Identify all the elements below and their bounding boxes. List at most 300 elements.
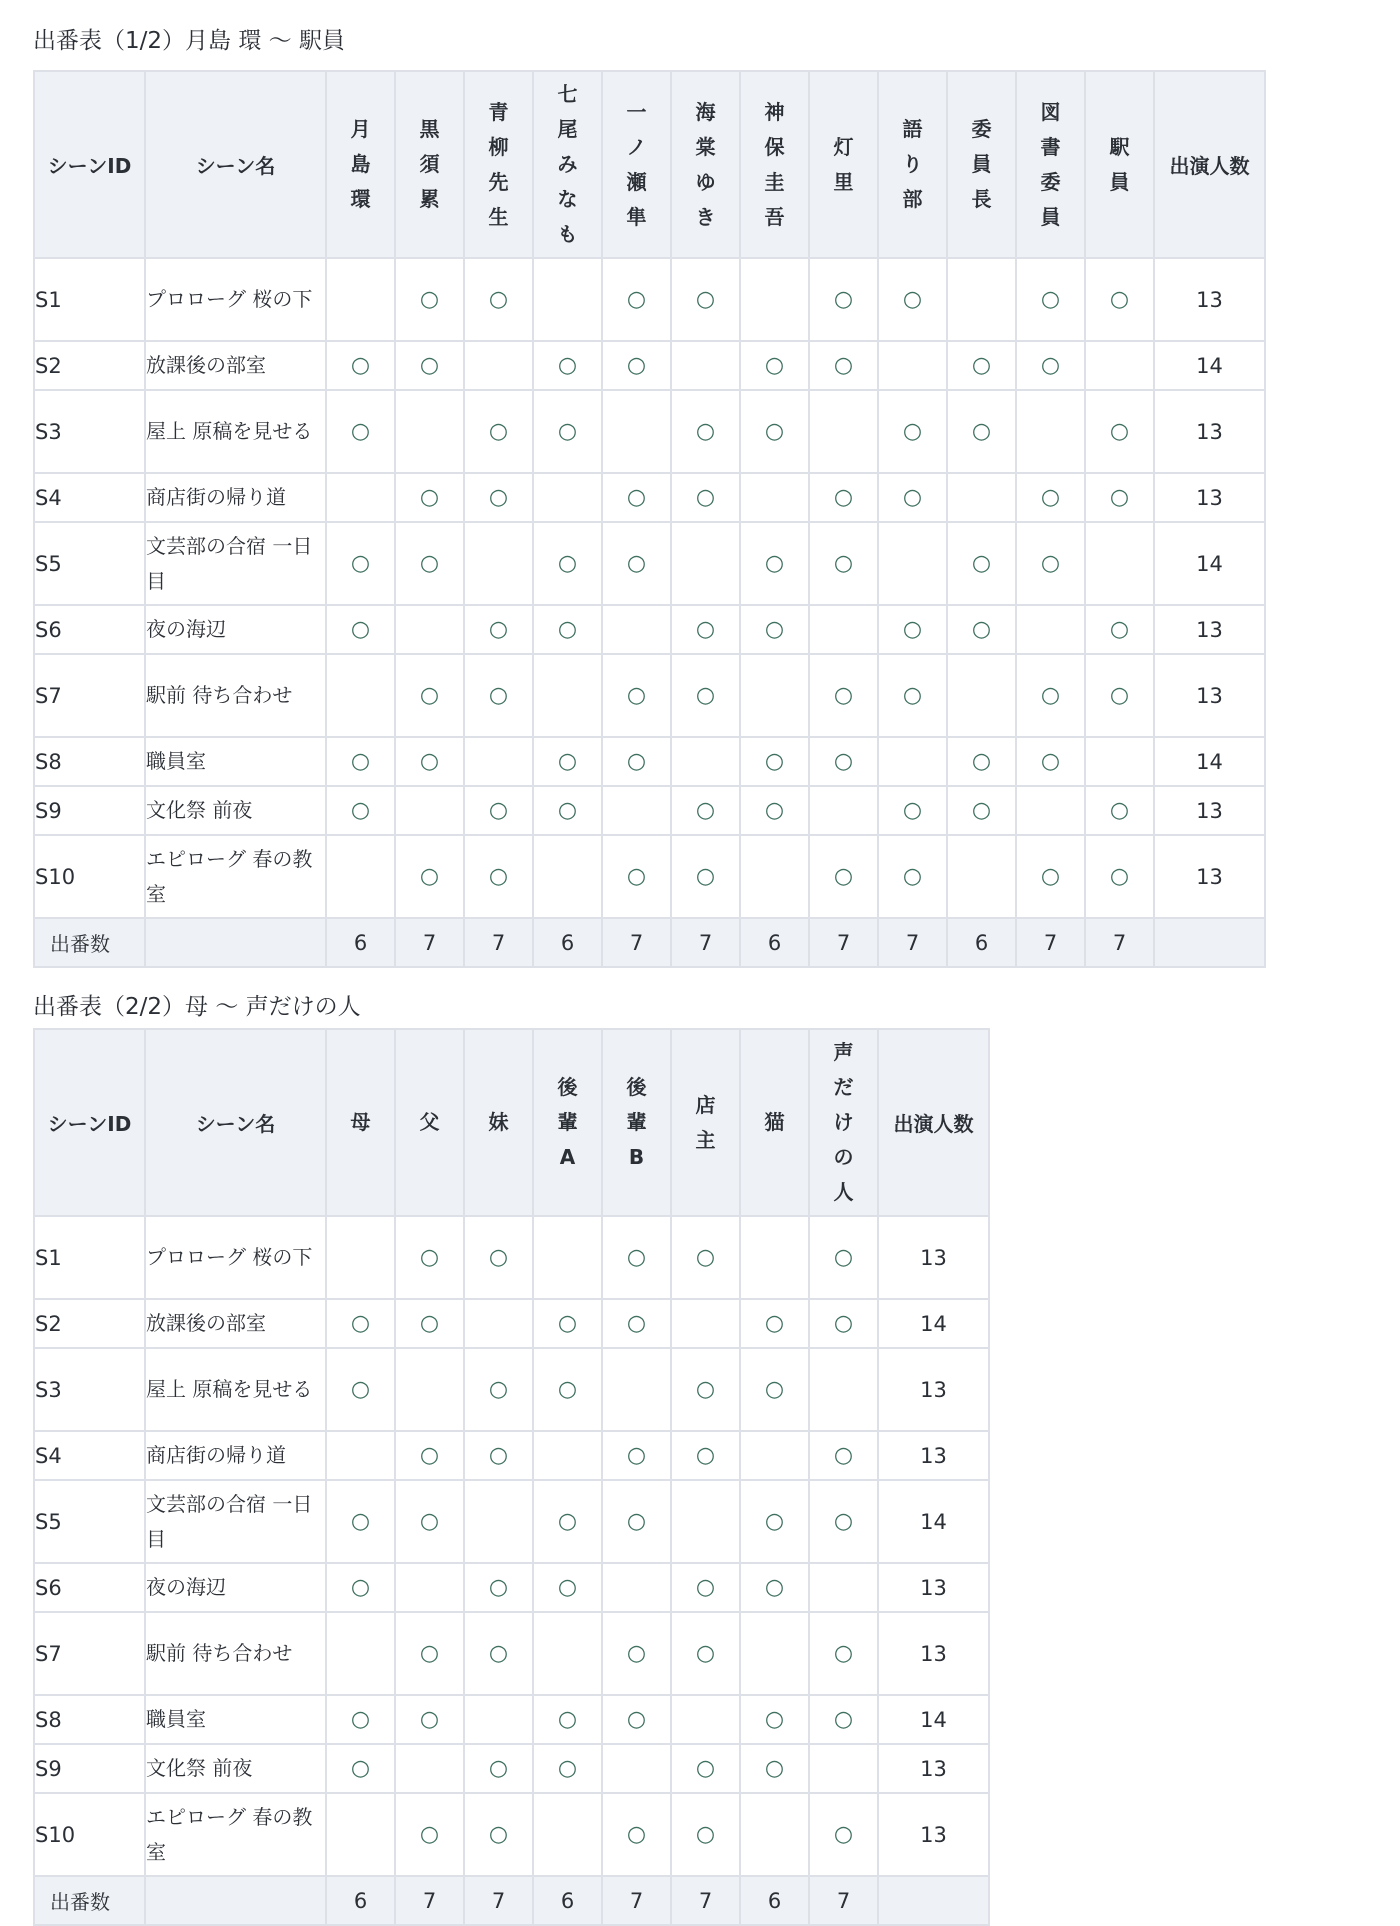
appearance-mark-cell: ○ xyxy=(740,605,809,654)
table-row xyxy=(34,341,1265,390)
appearance-mark-cell: ○ xyxy=(395,522,464,605)
appearance-mark-cell: ○ xyxy=(671,390,740,473)
appearance-mark-cell xyxy=(395,605,464,654)
appearance-total: 7 xyxy=(464,1876,533,1925)
appearance-mark-cell: ○ xyxy=(740,341,809,390)
appearance-mark-cell xyxy=(533,1793,602,1876)
appearance-mark-cell: ○ xyxy=(671,654,740,737)
appearance-mark-cell: ○ xyxy=(602,1431,671,1480)
appearance-mark-cell xyxy=(671,1695,740,1744)
appearance-mark-cell: ○ xyxy=(533,522,602,605)
appearance-mark-cell xyxy=(809,1348,878,1431)
scene-name-cell: 夜の海辺 xyxy=(145,605,326,654)
appearance-mark-cell: ○ xyxy=(533,1348,602,1431)
appearance-mark-cell xyxy=(1016,605,1085,654)
header-cast: 後輩B xyxy=(602,1029,671,1216)
appearance-mark-cell: ○ xyxy=(602,1612,671,1695)
appearance-mark-cell: ○ xyxy=(1085,390,1154,473)
appearance-mark-cell: ○ xyxy=(602,1480,671,1563)
cast-count-cell: 13 xyxy=(878,1563,989,1612)
table-body xyxy=(34,258,1265,918)
appearance-mark-cell: ○ xyxy=(395,1299,464,1348)
table-row xyxy=(34,522,1265,605)
scene-name-cell: 夜の海辺 xyxy=(145,1563,326,1612)
appearance-mark-cell xyxy=(326,258,395,341)
appearance-mark-cell: ○ xyxy=(464,1431,533,1480)
appearance-mark-cell: ○ xyxy=(533,1563,602,1612)
appearance-mark-cell: ○ xyxy=(326,786,395,835)
appearance-mark-cell xyxy=(326,473,395,522)
appearance-mark-cell: ○ xyxy=(671,1612,740,1695)
appearance-total: 7 xyxy=(671,1876,740,1925)
header-cast: 図書委員 xyxy=(1016,71,1085,258)
appearance-mark-cell: ○ xyxy=(809,835,878,918)
appearance-mark-cell: ○ xyxy=(395,1612,464,1695)
appearance-mark-cell xyxy=(1085,341,1154,390)
appearance-mark-cell: ○ xyxy=(671,473,740,522)
appearance-mark-cell xyxy=(740,1216,809,1299)
appearance-mark-cell: ○ xyxy=(602,737,671,786)
appearance-total: 6 xyxy=(740,918,809,967)
appearance-mark-cell xyxy=(809,605,878,654)
cast-count-cell: 13 xyxy=(878,1431,989,1480)
appearance-mark-cell: ○ xyxy=(878,473,947,522)
appearance-mark-cell: ○ xyxy=(947,737,1016,786)
header-cast: 七尾みなも xyxy=(533,71,602,258)
appearance-total: 6 xyxy=(947,918,1016,967)
scene-id-cell: S2 xyxy=(34,341,145,390)
appearance-mark-cell xyxy=(947,654,1016,737)
appearance-mark-cell xyxy=(1085,737,1154,786)
appearance-mark-cell: ○ xyxy=(395,654,464,737)
appearance-mark-cell: ○ xyxy=(464,835,533,918)
appearance-mark-cell: ○ xyxy=(809,1612,878,1695)
scene-name-cell: 放課後の部室 xyxy=(145,341,326,390)
appearance-mark-cell: ○ xyxy=(1016,341,1085,390)
table-row xyxy=(34,473,1265,522)
footer-label: 出番数 xyxy=(34,918,145,967)
footer-blank xyxy=(878,1876,989,1925)
appearance-mark-cell: ○ xyxy=(878,390,947,473)
appearance-total: 6 xyxy=(533,1876,602,1925)
appearance-mark-cell: ○ xyxy=(326,1348,395,1431)
appearance-mark-cell: ○ xyxy=(602,1299,671,1348)
appearance-mark-cell: ○ xyxy=(602,654,671,737)
cast-count-cell: 14 xyxy=(878,1480,989,1563)
cast-count-cell: 13 xyxy=(1154,835,1265,918)
appearance-mark-cell: ○ xyxy=(947,605,1016,654)
scene-name-cell: プロローグ 桜の下 xyxy=(145,1216,326,1299)
table-row xyxy=(34,1793,989,1876)
appearance-mark-cell xyxy=(395,1563,464,1612)
appearance-mark-cell: ○ xyxy=(602,1793,671,1876)
appearance-mark-cell: ○ xyxy=(947,522,1016,605)
appearance-mark-cell: ○ xyxy=(326,737,395,786)
cast-count-cell: 13 xyxy=(878,1793,989,1876)
appearance-mark-cell: ○ xyxy=(533,1480,602,1563)
header-row xyxy=(34,1029,989,1216)
appearance-mark-cell: ○ xyxy=(602,258,671,341)
appearance-mark-cell xyxy=(326,1216,395,1299)
scene-name-cell: 商店街の帰り道 xyxy=(145,1431,326,1480)
appearance-mark-cell: ○ xyxy=(671,786,740,835)
appearance-mark-cell: ○ xyxy=(947,390,1016,473)
appearance-mark-cell xyxy=(395,1744,464,1793)
footer-blank xyxy=(145,918,326,967)
appearance-mark-cell: ○ xyxy=(326,605,395,654)
appearance-mark-cell xyxy=(1085,522,1154,605)
appearance-mark-cell: ○ xyxy=(464,1612,533,1695)
appearance-mark-cell: ○ xyxy=(671,605,740,654)
scene-id-cell: S6 xyxy=(34,1563,145,1612)
appearance-total: 7 xyxy=(395,1876,464,1925)
appearance-total: 6 xyxy=(326,918,395,967)
appearance-mark-cell: ○ xyxy=(809,737,878,786)
appearance-mark-cell xyxy=(395,786,464,835)
appearance-mark-cell: ○ xyxy=(671,1348,740,1431)
scene-id-cell: S4 xyxy=(34,1431,145,1480)
appearance-total: 7 xyxy=(602,918,671,967)
appearance-mark-cell: ○ xyxy=(1085,605,1154,654)
table-row xyxy=(34,258,1265,341)
header-cast: 猫 xyxy=(740,1029,809,1216)
appearance-mark-cell: ○ xyxy=(671,1793,740,1876)
appearance-mark-cell: ○ xyxy=(671,258,740,341)
appearance-mark-cell: ○ xyxy=(809,258,878,341)
appearance-total: 6 xyxy=(533,918,602,967)
appearance-mark-cell: ○ xyxy=(395,341,464,390)
appearance-mark-cell: ○ xyxy=(464,1348,533,1431)
table-row xyxy=(34,786,1265,835)
appearance-mark-cell: ○ xyxy=(395,1793,464,1876)
appearance-mark-cell: ○ xyxy=(740,1563,809,1612)
appearance-mark-cell xyxy=(602,1744,671,1793)
header-cast: 母 xyxy=(326,1029,395,1216)
appearance-total: 6 xyxy=(740,1876,809,1925)
table-row xyxy=(34,835,1265,918)
appearance-mark-cell xyxy=(671,341,740,390)
appearance-mark-cell xyxy=(740,835,809,918)
footer-row xyxy=(34,1876,989,1925)
appearance-mark-cell: ○ xyxy=(740,786,809,835)
appearance-mark-cell: ○ xyxy=(395,1480,464,1563)
appearance-mark-cell: ○ xyxy=(602,1216,671,1299)
scene-name-cell: 文化祭 前夜 xyxy=(145,786,326,835)
appearance-mark-cell xyxy=(326,1793,395,1876)
appearance-mark-cell: ○ xyxy=(740,1299,809,1348)
scene-id-cell: S6 xyxy=(34,605,145,654)
header-cast: 後輩A xyxy=(533,1029,602,1216)
appearance-mark-cell xyxy=(464,1480,533,1563)
appearance-mark-cell: ○ xyxy=(809,1480,878,1563)
table-row xyxy=(34,1480,989,1563)
appearance-mark-cell: ○ xyxy=(1085,473,1154,522)
scene-id-cell: S1 xyxy=(34,1216,145,1299)
appearance-mark-cell: ○ xyxy=(326,1744,395,1793)
scene-name-cell: 文芸部の合宿 一日目 xyxy=(145,522,326,605)
scene-name-cell: 駅前 待ち合わせ xyxy=(145,1612,326,1695)
scene-id-cell: S3 xyxy=(34,1348,145,1431)
appearance-mark-cell: ○ xyxy=(740,390,809,473)
header-cast: 駅員 xyxy=(1085,71,1154,258)
appearance-mark-cell: ○ xyxy=(671,1216,740,1299)
table-row xyxy=(34,1612,989,1695)
appearance-mark-cell: ○ xyxy=(671,1563,740,1612)
appearance-mark-cell: ○ xyxy=(809,1216,878,1299)
appearance-total: 7 xyxy=(464,918,533,967)
appearance-mark-cell: ○ xyxy=(809,473,878,522)
appearance-mark-cell: ○ xyxy=(878,258,947,341)
cast-schedule-table-1 xyxy=(33,70,1266,968)
scene-id-cell: S7 xyxy=(34,1612,145,1695)
appearance-total: 6 xyxy=(326,1876,395,1925)
scene-name-cell: 職員室 xyxy=(145,737,326,786)
scene-name-cell: エピローグ 春の教室 xyxy=(145,835,326,918)
table-row xyxy=(34,605,1265,654)
appearance-mark-cell xyxy=(395,390,464,473)
header-cast: 黒須累 xyxy=(395,71,464,258)
appearance-mark-cell: ○ xyxy=(809,1299,878,1348)
table-row xyxy=(34,1695,989,1744)
header-scene-id: シーンID xyxy=(34,1029,145,1216)
appearance-mark-cell: ○ xyxy=(1016,258,1085,341)
appearance-mark-cell xyxy=(326,654,395,737)
scene-name-cell: 職員室 xyxy=(145,1695,326,1744)
appearance-mark-cell: ○ xyxy=(533,1744,602,1793)
appearance-mark-cell xyxy=(464,737,533,786)
appearance-mark-cell: ○ xyxy=(602,1695,671,1744)
appearance-mark-cell: ○ xyxy=(947,786,1016,835)
scene-id-cell: S9 xyxy=(34,786,145,835)
appearance-mark-cell: ○ xyxy=(878,786,947,835)
appearance-mark-cell xyxy=(878,522,947,605)
scene-id-cell: S8 xyxy=(34,737,145,786)
appearance-mark-cell: ○ xyxy=(533,341,602,390)
appearance-mark-cell xyxy=(464,341,533,390)
table-row xyxy=(34,654,1265,737)
appearance-mark-cell: ○ xyxy=(464,1216,533,1299)
header-cast: 妹 xyxy=(464,1029,533,1216)
appearance-mark-cell: ○ xyxy=(395,258,464,341)
appearance-mark-cell: ○ xyxy=(1085,258,1154,341)
appearance-mark-cell: ○ xyxy=(464,1563,533,1612)
appearance-mark-cell: ○ xyxy=(1016,473,1085,522)
header-cast: 海棠ゆき xyxy=(671,71,740,258)
scene-id-cell: S5 xyxy=(34,1480,145,1563)
header-scene-name: シーン名 xyxy=(145,1029,326,1216)
table-row xyxy=(34,390,1265,473)
appearance-mark-cell: ○ xyxy=(464,786,533,835)
appearance-mark-cell xyxy=(533,1216,602,1299)
appearance-mark-cell: ○ xyxy=(671,1431,740,1480)
appearance-mark-cell: ○ xyxy=(878,654,947,737)
scene-name-cell: 駅前 待ち合わせ xyxy=(145,654,326,737)
appearance-mark-cell: ○ xyxy=(533,1299,602,1348)
appearance-mark-cell: ○ xyxy=(464,258,533,341)
appearance-mark-cell xyxy=(602,1348,671,1431)
header-scene-name: シーン名 xyxy=(145,71,326,258)
appearance-mark-cell xyxy=(533,1431,602,1480)
appearance-mark-cell: ○ xyxy=(1085,835,1154,918)
header-cast: 父 xyxy=(395,1029,464,1216)
appearance-total: 7 xyxy=(395,918,464,967)
appearance-mark-cell: ○ xyxy=(671,835,740,918)
appearance-mark-cell xyxy=(740,654,809,737)
appearance-mark-cell xyxy=(602,390,671,473)
appearance-total: 7 xyxy=(602,1876,671,1925)
appearance-mark-cell xyxy=(947,258,1016,341)
scene-id-cell: S7 xyxy=(34,654,145,737)
appearance-mark-cell xyxy=(878,737,947,786)
cast-count-cell: 13 xyxy=(878,1612,989,1695)
table-row xyxy=(34,1431,989,1480)
appearance-mark-cell xyxy=(602,605,671,654)
scene-name-cell: 文芸部の合宿 一日目 xyxy=(145,1480,326,1563)
appearance-mark-cell xyxy=(809,786,878,835)
appearance-mark-cell: ○ xyxy=(740,522,809,605)
appearance-mark-cell xyxy=(671,1480,740,1563)
appearance-mark-cell: ○ xyxy=(809,341,878,390)
appearance-mark-cell: ○ xyxy=(602,341,671,390)
footer-blank xyxy=(1154,918,1265,967)
appearance-mark-cell: ○ xyxy=(533,605,602,654)
scene-name-cell: 文化祭 前夜 xyxy=(145,1744,326,1793)
appearance-mark-cell xyxy=(464,522,533,605)
appearance-mark-cell: ○ xyxy=(740,1480,809,1563)
appearance-total: 7 xyxy=(671,918,740,967)
appearance-mark-cell: ○ xyxy=(326,1299,395,1348)
appearance-mark-cell: ○ xyxy=(602,835,671,918)
appearance-mark-cell xyxy=(533,835,602,918)
cast-count-cell: 14 xyxy=(1154,341,1265,390)
appearance-mark-cell xyxy=(326,1431,395,1480)
table-row xyxy=(34,1348,989,1431)
cast-count-cell: 13 xyxy=(1154,654,1265,737)
scene-name-cell: 屋上 原稿を見せる xyxy=(145,390,326,473)
appearance-mark-cell xyxy=(326,1612,395,1695)
cast-count-cell: 13 xyxy=(878,1216,989,1299)
appearance-mark-cell xyxy=(602,786,671,835)
scene-id-cell: S1 xyxy=(34,258,145,341)
scene-id-cell: S5 xyxy=(34,522,145,605)
table-caption: 出番表（1/2）月島 環 〜 駅員 xyxy=(33,28,345,54)
scene-name-cell: エピローグ 春の教室 xyxy=(145,1793,326,1876)
appearance-mark-cell xyxy=(671,737,740,786)
appearance-mark-cell: ○ xyxy=(464,605,533,654)
cast-count-cell: 13 xyxy=(878,1348,989,1431)
appearance-mark-cell xyxy=(395,1348,464,1431)
appearance-mark-cell: ○ xyxy=(533,390,602,473)
table-row xyxy=(34,1216,989,1299)
scene-id-cell: S9 xyxy=(34,1744,145,1793)
appearance-mark-cell xyxy=(809,1563,878,1612)
appearance-mark-cell xyxy=(740,1431,809,1480)
table-row xyxy=(34,1299,989,1348)
table-row xyxy=(34,737,1265,786)
scene-id-cell: S10 xyxy=(34,1793,145,1876)
appearance-mark-cell: ○ xyxy=(395,1695,464,1744)
appearance-mark-cell xyxy=(671,1299,740,1348)
cast-count-cell: 14 xyxy=(1154,522,1265,605)
appearance-mark-cell: ○ xyxy=(809,1431,878,1480)
appearance-mark-cell xyxy=(1016,390,1085,473)
appearance-mark-cell xyxy=(671,522,740,605)
appearance-mark-cell xyxy=(533,654,602,737)
appearance-mark-cell xyxy=(326,835,395,918)
header-row xyxy=(34,71,1265,258)
appearance-mark-cell: ○ xyxy=(464,1744,533,1793)
header-cast: 灯里 xyxy=(809,71,878,258)
header-cast: 月島環 xyxy=(326,71,395,258)
appearance-mark-cell: ○ xyxy=(740,1744,809,1793)
appearance-mark-cell: ○ xyxy=(464,390,533,473)
header-cast: 語り部 xyxy=(878,71,947,258)
appearance-mark-cell xyxy=(1016,786,1085,835)
appearance-mark-cell: ○ xyxy=(1016,522,1085,605)
appearance-mark-cell: ○ xyxy=(395,1216,464,1299)
header-cast-count: 出演人数 xyxy=(1154,71,1265,258)
scene-name-cell: 屋上 原稿を見せる xyxy=(145,1348,326,1431)
appearance-mark-cell xyxy=(464,1299,533,1348)
header-cast-count: 出演人数 xyxy=(878,1029,989,1216)
appearance-mark-cell xyxy=(809,390,878,473)
appearance-mark-cell xyxy=(740,1793,809,1876)
appearance-total: 7 xyxy=(878,918,947,967)
appearance-mark-cell xyxy=(602,1563,671,1612)
appearance-mark-cell xyxy=(947,835,1016,918)
cast-count-cell: 13 xyxy=(1154,390,1265,473)
appearance-mark-cell: ○ xyxy=(878,605,947,654)
appearance-mark-cell: ○ xyxy=(947,341,1016,390)
footer-label: 出番数 xyxy=(34,1876,145,1925)
appearance-mark-cell: ○ xyxy=(602,522,671,605)
cast-count-cell: 13 xyxy=(1154,786,1265,835)
appearance-total: 7 xyxy=(1085,918,1154,967)
header-cast: 店主 xyxy=(671,1029,740,1216)
header-cast: 委員長 xyxy=(947,71,1016,258)
footer-blank xyxy=(145,1876,326,1925)
scene-id-cell: S10 xyxy=(34,835,145,918)
appearance-mark-cell xyxy=(740,258,809,341)
appearance-mark-cell: ○ xyxy=(395,1431,464,1480)
appearance-total: 7 xyxy=(809,1876,878,1925)
header-cast: 青柳先生 xyxy=(464,71,533,258)
table-row xyxy=(34,1563,989,1612)
appearance-mark-cell: ○ xyxy=(1016,835,1085,918)
appearance-mark-cell: ○ xyxy=(1016,654,1085,737)
appearance-mark-cell: ○ xyxy=(395,473,464,522)
cast-count-cell: 14 xyxy=(1154,737,1265,786)
appearance-mark-cell: ○ xyxy=(1016,737,1085,786)
appearance-mark-cell: ○ xyxy=(326,1695,395,1744)
appearance-mark-cell: ○ xyxy=(809,1695,878,1744)
appearance-mark-cell: ○ xyxy=(809,522,878,605)
table-body xyxy=(34,1216,989,1876)
scene-name-cell: 放課後の部室 xyxy=(145,1299,326,1348)
header-cast: 神保圭吾 xyxy=(740,71,809,258)
appearance-mark-cell: ○ xyxy=(671,1744,740,1793)
appearance-mark-cell: ○ xyxy=(395,737,464,786)
scene-name-cell: 商店街の帰り道 xyxy=(145,473,326,522)
table-row xyxy=(34,1744,989,1793)
scene-id-cell: S2 xyxy=(34,1299,145,1348)
cast-count-cell: 14 xyxy=(878,1695,989,1744)
appearance-mark-cell xyxy=(878,341,947,390)
header-cast: 声だけの人 xyxy=(809,1029,878,1216)
appearance-mark-cell xyxy=(947,473,1016,522)
appearance-mark-cell: ○ xyxy=(326,1480,395,1563)
cast-count-cell: 13 xyxy=(878,1744,989,1793)
